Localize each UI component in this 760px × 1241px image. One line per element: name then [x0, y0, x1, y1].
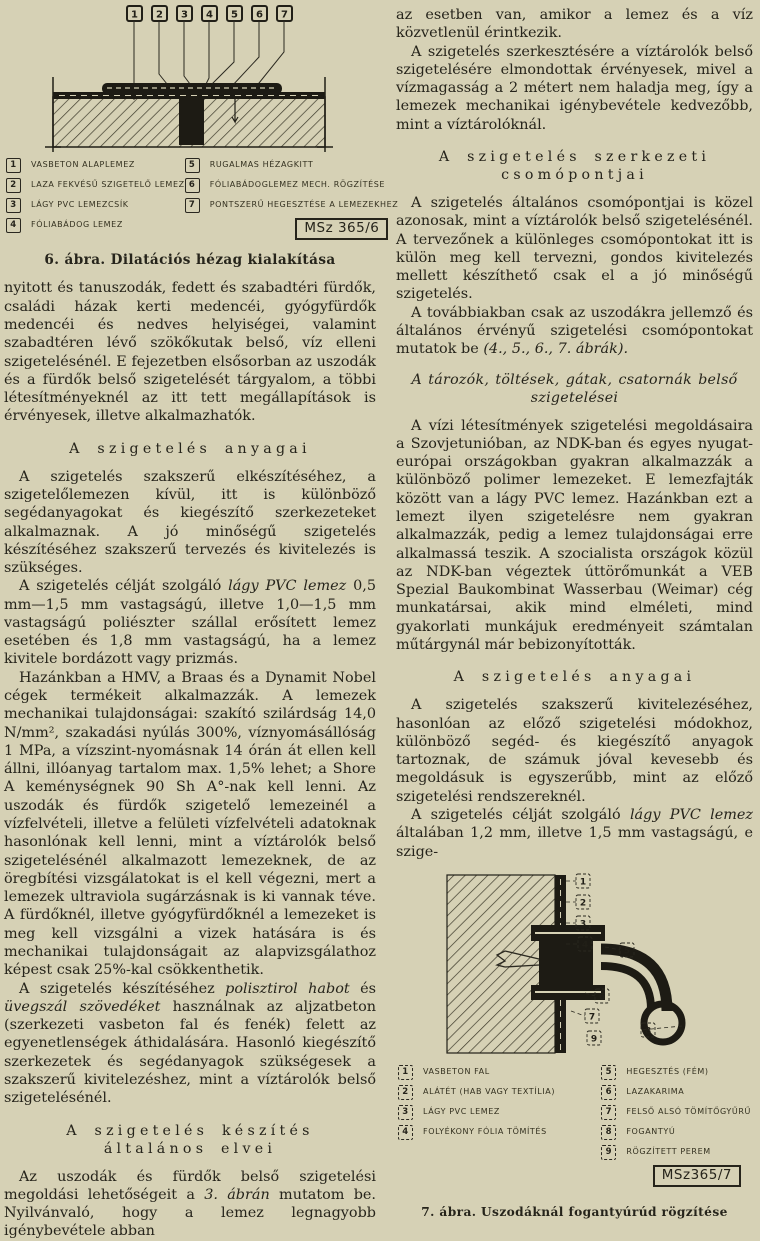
paragraph: A vízi létesítmények szigetelési megoldásaira a Szovjetunióban, az NDK-ban és egyes nyugat-európai országokban gyakran alkalmazzák a különböző polimer lemezeket. E lemezfajták között van a lágy PVC lemez. Hazánkban ezt a lemezt ilyen szigetelésre nem gyakran alkalmazzák, pedig a lemez tulajdonságai erre alkalmassá teszik. A szocialista országok közül az NDK-ban végeztek úttörőmunkát a VEB Spezial Baukombinat Wasserbau (Weimar) cég munkatársai, akik mind elméleti, mind gyakorlati munkájuk eredményeit számtalan műtárgynál már bebizonyították.: [396, 417, 753, 653]
legend-number: 2: [398, 1085, 413, 1100]
legend-label: FELSŐ ALSÓ TÖMÍTŐGYŰRŰ: [626, 1107, 751, 1117]
legend-item: [185, 158, 399, 173]
handle-tube-inner: [601, 966, 651, 1009]
legend-item: [601, 1105, 751, 1120]
legend-item: [601, 1085, 751, 1100]
section-heading: A szigetelés anyagai: [69, 440, 311, 457]
figure-6-callout-boxes: [127, 6, 292, 21]
legend-label: FOLYÉKONY FÓLIA TÖMÍTÉS: [423, 1127, 547, 1137]
paragraph: A szigetelés szakszerű kivitelezéséhez, hasonlóan az előző szigetelési módokhoz, különböző segéd- és kiegészítő anyagok tartoznak, de számuk jóval kevesebb és megoldásuk is egyszerűbb, mint az előző szigetelési rendszereknél.: [396, 697, 753, 805]
legend-label: FÓLIABÁDOG LEMEZ: [31, 220, 123, 230]
svg-text:1: 1: [579, 877, 586, 888]
svg-text:7: 7: [281, 9, 288, 21]
paragraph: A szigetelés általános csomópontjai is közel azonosak, mint a víztárolók belső szigetelésénél. A tervezőnek a különleges csomópontokat itt is külön meg kell tervezni, gondos kivitelezés mellett készíthető csak el a jó minőségű szigetelés.: [396, 195, 753, 303]
svg-text:7: 7: [588, 1012, 595, 1023]
legend-label: LAZAKARIMA: [626, 1087, 685, 1097]
paragraph: Hazánkban a HMV, a Braas és a Dynamit Nobel cégek termékeit alkalmazzák. A lemezek mechanikai tulajdonságai: szakító szilárdság 14,0 N/mm², szakadási nyúlás 300%, víznyomásállóság 1 MPa, a vízszint-nyomásnak 14 órán át ellen kell állni, illóanyag tartalom max. 1,5% lehet; a Shore A keménységnek 90 Sh A°-nak kell lenni. Az uszodák és fürdők szigetelő lemezeinél a vízfelvételi, illetve a felületi vízfelvételi adatoknak hasonlónak kell lenni, mint a víztárolók belső szigetelésénél alkalmazott lemezeknek, de az öregbítési vizsgálatokat is el kell végezni, mert a lemezek ultraviola sugárzásnak is ki vannak téve. A fürdőknél, illetve gyógyfürdőknél a lemezeket is meg kell vizsgálni a vizek hatására is és mechanikai tulajdonságait az alapvizsgálathoz képest csak 25%-kal csökkenthetik.: [4, 669, 376, 979]
legend-item: [185, 198, 399, 213]
section-heading: A szigetelés anyagai: [453, 669, 696, 686]
svg-text:6: 6: [256, 9, 263, 21]
paragraph: A szigetelés szerkesztésére a víztárolók belső szigetelésére elmondottak érvényesek, mivel a vízmagasság a 2 métert nem haladja meg, így a lemezek mechanikai igénybevétele kedvezőbb, mint a víztárolóknál.: [396, 43, 753, 133]
legend-number: 6: [601, 1085, 616, 1100]
svg-text:5: 5: [231, 9, 238, 21]
legend-label: ALÁTÉT (HAB VAGY TEXTÍLIA): [423, 1087, 556, 1097]
legend-item: [601, 1125, 751, 1140]
figure-7-caption: 7. ábra. Uszodáknál fogantyúrúd rögzítése: [421, 1204, 728, 1219]
legend-label: RÖGZÍTETT PEREM: [626, 1147, 711, 1157]
legend-item: [398, 1085, 555, 1100]
legend-number: 5: [601, 1065, 616, 1080]
legend-number: 3: [6, 198, 21, 213]
figure-6-legend: [6, 158, 399, 244]
svg-text:2: 2: [156, 9, 163, 21]
subsection-heading: A tározók, töltések, gátak, csatornák belső szigetelései: [411, 371, 738, 406]
svg-text:4: 4: [206, 9, 213, 21]
figure-6-legend-left: [6, 158, 185, 244]
legend-number: 3: [398, 1105, 413, 1120]
legend-number: 2: [6, 178, 21, 193]
legend-label: LAZA FEKVÉSŰ SZIGETELŐ LEMEZ: [31, 180, 185, 190]
legend-item: [6, 178, 185, 193]
legend-label: VASBETON ALAPLEMEZ: [31, 160, 135, 170]
paragraph: A továbbiakban csak az uszodákra jellemző és általános érvényű szigetelési csomópontokat mutatok be (4., 5., 6., 7. ábrák).: [396, 304, 753, 358]
legend-label: HEGESZTÉS (FÉM): [626, 1067, 709, 1077]
legend-number: 1: [6, 158, 21, 173]
concrete-wall: [447, 875, 555, 1053]
legend-item: [6, 218, 185, 233]
standard-reference-box: MSz365/7: [653, 1165, 741, 1187]
legend-label: RUGALMAS HÉZAGKITT: [209, 160, 314, 170]
legend-number: 1: [398, 1065, 413, 1080]
figure-6-caption: 6. ábra. Dilatációs hézag kialakítása: [44, 252, 336, 269]
svg-text:9: 9: [590, 1034, 597, 1045]
figure-7: [396, 871, 753, 1221]
paragraph: A szigetelés szakszerű elkészítéséhez, a szigetelőlemezen kívül, itt is különböző segédanyagokat és kiegészítő szerkezeteket alkalmaznak. A jó minőségű szigetelés készítéséhez szakszerű tervezés és kivitelezés is szükséges.: [4, 468, 376, 577]
right-column: [396, 2, 753, 1241]
section-heading: A szigetelés szerkezeti csomópontjai: [438, 148, 711, 183]
legend-item: [6, 198, 185, 213]
standard-reference-box: MSz 365/6: [295, 218, 388, 240]
figure-7-legend-left: [398, 1065, 555, 1191]
legend-number: 6: [185, 178, 200, 193]
legend-label: VASBETON FAL: [423, 1067, 490, 1077]
legend-label: LÁGY PVC LEMEZ: [423, 1107, 500, 1117]
paragraph: A szigetelés készítéséhez polisztirol habot és üvegszál szövedéket használnak az aljzatbeton (szerkezeti vasbeton fal és fenék) felett az egyenetlenségek áthidalására. Hasonló kiegészítő szerkezetek és segédanyagok szükségesek a szakszerű kivitelezéshez, mint a víztárolók belső szigetelésénél.: [4, 980, 376, 1107]
paragraph: nyitott és tanuszodák, fedett és szabadtéri fürdők, családi házak kerti medencéi, gyógyfürdők medencéi és nedves helyiségei, valamint szabadtéren lévő szökőkutak belső, víz elleni szigetelésénél. E fejezetben elsősorban az uszodák és a fürdők belső szigetelését tárgyalom, a többi létesítményeknél az itt tett megállapítások is érvényesek, illetve alkalmazhatók.: [4, 280, 376, 425]
svg-text:1: 1: [131, 9, 138, 21]
paragraph: az esetben van, amikor a lemez és a víz közvetlenül érintkezik.: [396, 7, 753, 42]
svg-text:4: 4: [581, 940, 588, 951]
figure-7-legend-right: [601, 1065, 751, 1160]
figure-7-legend: [398, 1065, 751, 1191]
left-column: [4, 2, 399, 1241]
svg-text:6: 6: [598, 992, 605, 1003]
legend-number: 4: [398, 1125, 413, 1140]
legend-label: FÓLIABÁDOGLEMEZ MECH. RÖGZÍTÉSE: [209, 180, 386, 190]
legend-number: 5: [185, 158, 200, 173]
section-heading: A szigetelés készítés általános elvei: [66, 1122, 314, 1157]
fixing-fitting: [531, 925, 605, 1003]
svg-text:2: 2: [579, 898, 586, 909]
legend-number: 7: [185, 198, 200, 213]
legend-label: FOGANTYÚ: [626, 1127, 676, 1137]
legend-item: [601, 1145, 751, 1160]
figure-6-legend-right: [185, 158, 399, 213]
svg-text:3: 3: [579, 919, 586, 930]
legend-number: 4: [6, 218, 21, 233]
paragraph: Az uszodák és fürdők belső szigetelési megoldási lehetőségeit a 3. ábrán mutatom be. Nyilvánvaló, hogy a lemez legnagyobb igénybevétele abban: [4, 1168, 377, 1240]
paragraph: A szigetelés célját szolgáló lágy PVC lemez 0,5 mm—1,5 mm vastagságú, illetve 1,0—1,5 mm vastagságú poliészter szállal erősített lemez esetében és 1,8 mm vastagságú, ha a lemez kivitele bordázott vagy prizmás.: [4, 578, 376, 668]
paragraph: A szigetelés célját szolgáló lágy PVC lemez általában 1,2 mm, illetve 1,5 mm vastagságú, e szige-: [396, 807, 754, 860]
legend-item: [6, 158, 185, 173]
figure-6-drawing: [7, 2, 373, 152]
legend-item: [601, 1065, 751, 1080]
svg-text:5: 5: [623, 946, 630, 957]
legend-item: [398, 1105, 555, 1120]
legend-number: 7: [601, 1105, 616, 1120]
legend-label: LÁGY PVC LEMEZCSÍK: [31, 200, 129, 210]
svg-text:8: 8: [644, 1026, 651, 1037]
legend-item: [398, 1065, 555, 1080]
figure-6: [4, 2, 399, 269]
legend-number: 9: [601, 1145, 616, 1160]
legend-label: PONTSZERŰ HEGESZTÉSE A LEMEZEKHEZ: [209, 200, 399, 210]
legend-number: 8: [601, 1125, 616, 1140]
figure-7-drawing: [435, 871, 715, 1059]
legend-item: [185, 178, 399, 193]
dilatation-gap: [179, 97, 204, 145]
legend-item: [398, 1125, 555, 1140]
svg-text:3: 3: [181, 9, 188, 21]
